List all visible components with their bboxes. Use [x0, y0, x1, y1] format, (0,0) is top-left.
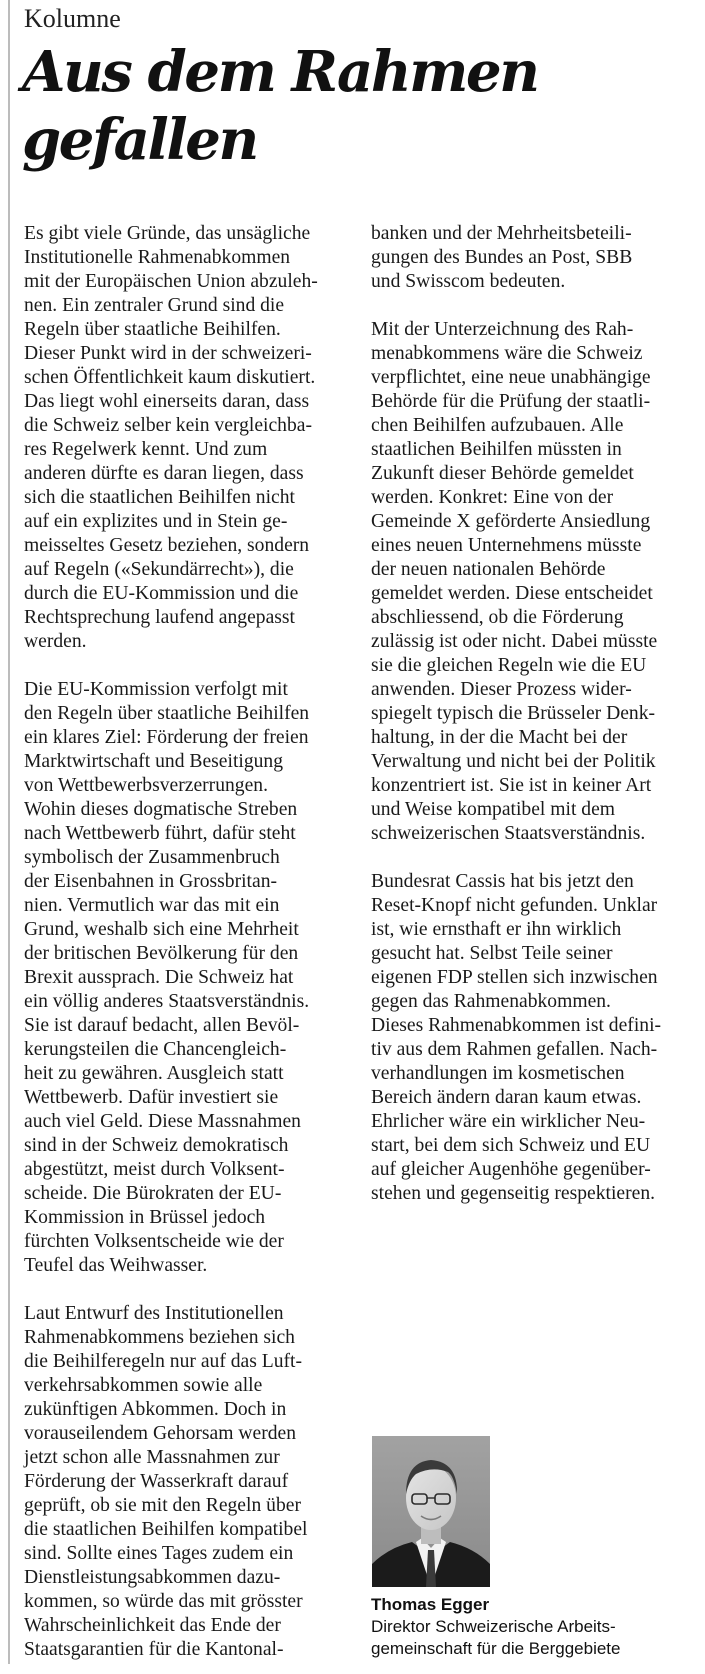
text-line: Bereich ändern daran kaum etwas. [371, 1087, 642, 1108]
text-line: meisseltes Gesetz beziehen, sondern [24, 535, 310, 556]
text-line: der neuen nationalen Behörde [371, 559, 606, 580]
text-line: schweizerischen Staatsverständnis. [371, 823, 646, 844]
text-line: chen Beihilfen aufzubauen. Alle [371, 415, 624, 436]
text-line: von Wettbewerbsverzerrungen. [24, 775, 268, 796]
text-line: gesucht hat. Selbst Teile seiner [371, 943, 613, 964]
text-line: Reset-Knopf nicht gefunden. Unklar [371, 895, 658, 916]
paragraph [371, 870, 676, 1206]
text-line: Grund, weshalb sich eine Mehrheit [24, 919, 299, 940]
text-line: fürchten Volksentscheide wie der [24, 1231, 284, 1252]
text-line: Dienstleistungsabkommen dazu- [24, 1567, 281, 1588]
text-line: verpflichtet, eine neue unabhängige [371, 367, 651, 388]
text-line: Dieses Rahmenabkommen ist defini- [371, 1015, 662, 1036]
text-line: zulässig ist oder nicht. Dabei müsste [371, 631, 658, 652]
article-column-right [371, 222, 676, 1206]
text-line: den Regeln über staatliche Beihilfen [24, 703, 310, 724]
text-line: menabkommens wäre die Schweiz [371, 343, 643, 364]
text-line: gungen des Bundes an Post, SBB [371, 247, 633, 268]
text-line: schen Öffentlichkeit kaum diskutiert. [24, 367, 316, 388]
text-line: verhandlungen im kosmetischen [371, 1063, 625, 1084]
paragraph [24, 1302, 339, 1662]
text-line: spiegelt typisch die Brüsseler Denk- [371, 703, 656, 724]
text-line: Es gibt viele Gründe, das unsägliche [24, 223, 311, 244]
author-role [371, 1616, 621, 1660]
text-line: jetzt schon alle Massnahmen zur [24, 1447, 280, 1468]
text-line: der britischen Bevölkerung für den [24, 943, 299, 964]
text-line: abgestützt, meist durch Volksent- [24, 1159, 285, 1180]
text-line: Dieser Punkt wird in der schweizeri- [24, 343, 312, 364]
text-line: Sie ist darauf bedacht, allen Bevöl- [24, 1015, 300, 1036]
text-line: staatlichen Beihilfen müssten in [371, 439, 622, 460]
text-line: Institutionelle Rahmenabkommen [24, 247, 291, 268]
text-line: eigenen FDP stellen sich inzwischen [371, 967, 658, 988]
text-line: und Swisscom bedeuten. [371, 271, 566, 292]
text-line: gemeldet werden. Diese entscheidet [371, 583, 653, 604]
text-line: Behörde für die Prüfung der staatli- [371, 391, 651, 412]
text-line: zukünftigen Abkommen. Doch in [24, 1399, 287, 1420]
text-line: Rechtsprechung laufend angepasst [24, 607, 295, 628]
text-line: Laut Entwurf des Institutionellen [24, 1303, 284, 1324]
paragraph [371, 222, 676, 294]
text-line: Zukunft dieser Behörde gemeldet [371, 463, 634, 484]
text-line: Teufel das Weihwasser. [24, 1255, 208, 1276]
text-line: Mit der Unterzeichnung des Rah- [371, 319, 634, 340]
kicker-label: Kolumne [24, 4, 121, 33]
text-line: durch die EU-Kommission und die [24, 583, 299, 604]
text-line: heit zu gewähren. Ausgleich statt [24, 1063, 284, 1084]
left-margin-rule [8, 0, 10, 1664]
text-line: gegen das Rahmenabkommen. [371, 991, 611, 1012]
article-title [22, 38, 682, 174]
text-line: geprüft, ob sie mit den Regeln über [24, 1495, 301, 1516]
author-photo [372, 1436, 490, 1587]
text-line: kerungsteilen die Chancengleich- [24, 1039, 287, 1060]
text-line: werden. [24, 631, 87, 652]
text-line: haltung, in der die Macht bei der [371, 727, 628, 748]
text-line: sie die gleichen Regeln wie die EU [371, 655, 647, 676]
text-line: der Eisenbahnen in Grossbritan- [24, 871, 278, 892]
text-line: res Regelwerk kennt. Und zum [24, 439, 268, 460]
title-line: Aus dem Rahmen [22, 39, 538, 105]
text-line: verkehrsabkommen sowie alle [24, 1375, 263, 1396]
text-line: Förderung der Wasserkraft darauf [24, 1471, 289, 1492]
text-line: auf gleicher Augenhöhe gegenüber- [371, 1159, 651, 1180]
text-line: nach Wettbewerb führt, dafür steht [24, 823, 296, 844]
article-column-left [24, 222, 339, 1662]
paragraph [24, 678, 339, 1278]
text-line: anderen dürfte es daran liegen, dass [24, 463, 304, 484]
text-line: abschliessend, ob die Förderung [371, 607, 624, 628]
author-role-line: Direktor Schweizerische Arbeits- [371, 1617, 616, 1636]
text-line: start, bei dem sich Schweiz und EU [371, 1135, 651, 1156]
text-line: Wohin dieses dogmatische Streben [24, 799, 298, 820]
text-line: Rahmenabkommens beziehen sich [24, 1327, 295, 1348]
text-line: Ehrlicher wäre ein wirklicher Neu- [371, 1111, 646, 1132]
text-line: Gemeinde X geförderte Ansiedlung [371, 511, 651, 532]
text-line: symbolisch der Zusammenbruch [24, 847, 280, 868]
paragraph [24, 222, 339, 654]
text-line: auch viel Geld. Diese Massnahmen [24, 1111, 301, 1132]
text-line: sind. Sollte eines Tages zudem ein [24, 1543, 294, 1564]
text-line: Verwaltung und nicht bei der Politik [371, 751, 656, 772]
text-line: stehen und gegenseitig respektieren. [371, 1183, 656, 1204]
text-line: Staatsgarantien für die Kantonal- [24, 1639, 284, 1660]
text-line: Kommission in Brüssel jedoch [24, 1207, 266, 1228]
text-line: Regeln über staatliche Beihilfen. [24, 319, 281, 340]
text-line: Wettbewerb. Dafür investiert sie [24, 1087, 279, 1108]
text-line: Das liegt wohl einerseits daran, dass [24, 391, 310, 412]
text-line: werden. Konkret: Eine von der [371, 487, 614, 508]
text-line: die Schweiz selber kein vergleichba- [24, 415, 312, 436]
text-line: auf ein explizites und in Stein ge- [24, 511, 288, 532]
text-line: sind in der Schweiz demokratisch [24, 1135, 289, 1156]
text-line: auf Regeln («Sekundärrecht»), die [24, 559, 294, 580]
text-line: ein klares Ziel: Förderung der freien [24, 727, 309, 748]
text-line: Brexit aussprach. Die Schweiz hat [24, 967, 294, 988]
text-line: konzentriert ist. Sie ist in keiner Art [371, 775, 652, 796]
text-line: kommen, so würde das mit grösster [24, 1591, 303, 1612]
text-line: und Weise kompatibel mit dem [371, 799, 616, 820]
text-line: nen. Ein zentraler Grund sind die [24, 295, 285, 316]
paragraph [371, 318, 676, 846]
text-line: tiv aus dem Rahmen gefallen. Nach- [371, 1039, 658, 1060]
text-line: scheide. Die Bürokraten der EU- [24, 1183, 282, 1204]
text-line: sich die staatlichen Beihilfen nicht [24, 487, 295, 508]
text-line: nien. Vermutlich war das mit ein [24, 895, 280, 916]
title-line: gefallen [22, 107, 257, 173]
text-line: banken und der Mehrheitsbeteili- [371, 223, 632, 244]
text-line: Wahrscheinlichkeit das Ende der [24, 1615, 281, 1636]
text-line: ist, wie ernsthaft er ihn wirklich [371, 919, 622, 940]
text-line: Marktwirtschaft und Beseitigung [24, 751, 284, 772]
author-role-line: gemeinschaft für die Berggebiete [371, 1639, 621, 1658]
text-line: anwenden. Dieser Prozess wider- [371, 679, 632, 700]
author-portrait-image [372, 1436, 490, 1587]
text-line: Bundesrat Cassis hat bis jetzt den [371, 871, 634, 892]
author-name: Thomas Egger [371, 1595, 490, 1614]
text-line: Die EU-Kommission verfolgt mit [24, 679, 288, 700]
text-line: eines neuen Unternehmens müsste [371, 535, 642, 556]
text-line: die staatlichen Beihilfen kompatibel [24, 1519, 308, 1540]
text-line: vorauseilendem Gehorsam werden [24, 1423, 297, 1444]
text-line: die Beihilferegeln nur auf das Luft- [24, 1351, 303, 1372]
text-line: ein völlig anderes Staatsverständnis. [24, 991, 310, 1012]
text-line: mit der Europäischen Union abzuleh- [24, 271, 318, 292]
